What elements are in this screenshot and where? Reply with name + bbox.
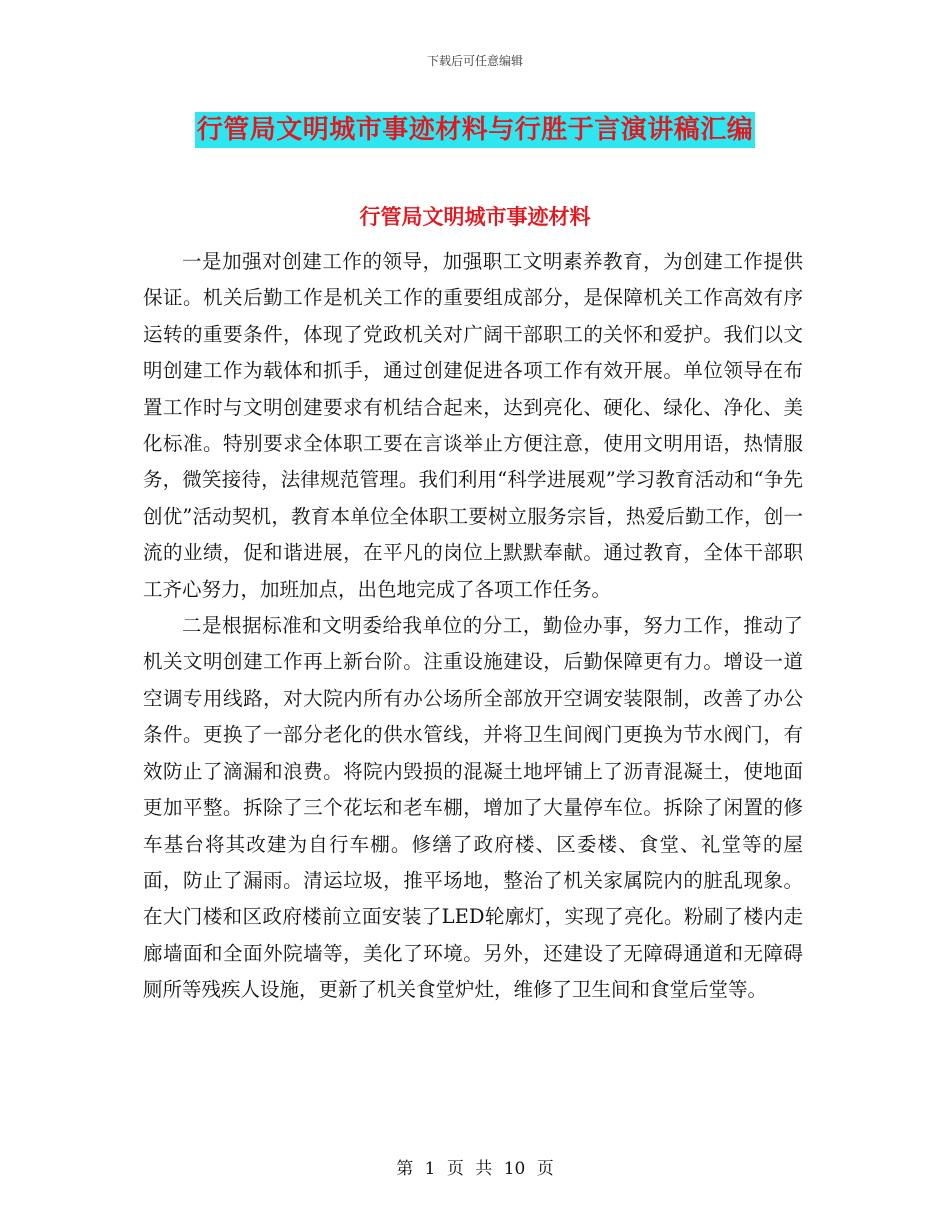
paragraph-1: 一是加强对创建工作的领导，加强职工文明素养教育，为创建工作提供保证。机关后勤工作是机关工作的重要组成部分，是保障机关工作高效有序运转的重要条件，体现了党政机关对广阔干部职工的关怀和爱护。我们以文明创建工作为载体和抓手，通过创建促进各项工作有效开展。单位领导在布置工作时与文明创建要求有机结合起来，达到亮化、硬化、绿化、净化、美化标准。特别要求全体职工要在言谈举止方便注意，使用文明用语，热情服务，微笑接待，法律规范管理。我们利用“科学进展观”学习教育活动和“争先创优”活动契机，教育本单位全体职工要树立服务宗旨，热爱后勤工作，创一流的业绩，促和谐进展，在平凡的岗位上默默奉献。通过教育，全体干部职工齐心努力，加班加点，出色地完成了各项工作任务。 <box>143 250 803 601</box>
document-title: 行管局文明城市事迹材料与行胜于言演讲稿汇编 <box>195 112 756 148</box>
document-title-container <box>0 112 950 148</box>
document-body <box>143 244 803 1009</box>
section-title: 行管局文明城市事迹材料 <box>359 204 591 229</box>
page-number: 第 1 页 共 10 页 <box>396 1159 554 1179</box>
paragraph-2: 二是根据标准和文明委给我单位的分工，勤俭办事，努力工作，推动了机关文明创建工作再上新台阶。注重设施建设，后勤保障更有力。增设一道空调专用线路，对大院内所有办公场所全部放开空调安装限制，改善了办公条件。更换了一部分老化的供水管线，并将卫生间阀门更换为节水阀门，有效防止了滴漏和浪费。将院内毁损的混凝土地坪铺上了沥青混凝土，使地面更加平整。拆除了三个花坛和老车棚，增加了大量停车位。拆除了闲置的修车基台将其改建为自行车棚。修缮了政府楼、区委楼、食堂、礼堂等的屋面，防止了漏雨。清运垃圾，推平场地，整治了机关家属院内的脏乱现象。在大门楼和区政府楼前立面安装了LED轮廓灯，实现了亮化。粉刷了楼内走廊墙面和全面外院墙等，美化了环境。另外，还建设了无障碍通道和无障碍厕所等残疾人设施，更新了机关食堂炉灶，维修了卫生间和食堂后堂等。 <box>143 614 803 1002</box>
header-note: 下载后可任意编辑 <box>426 54 523 68</box>
